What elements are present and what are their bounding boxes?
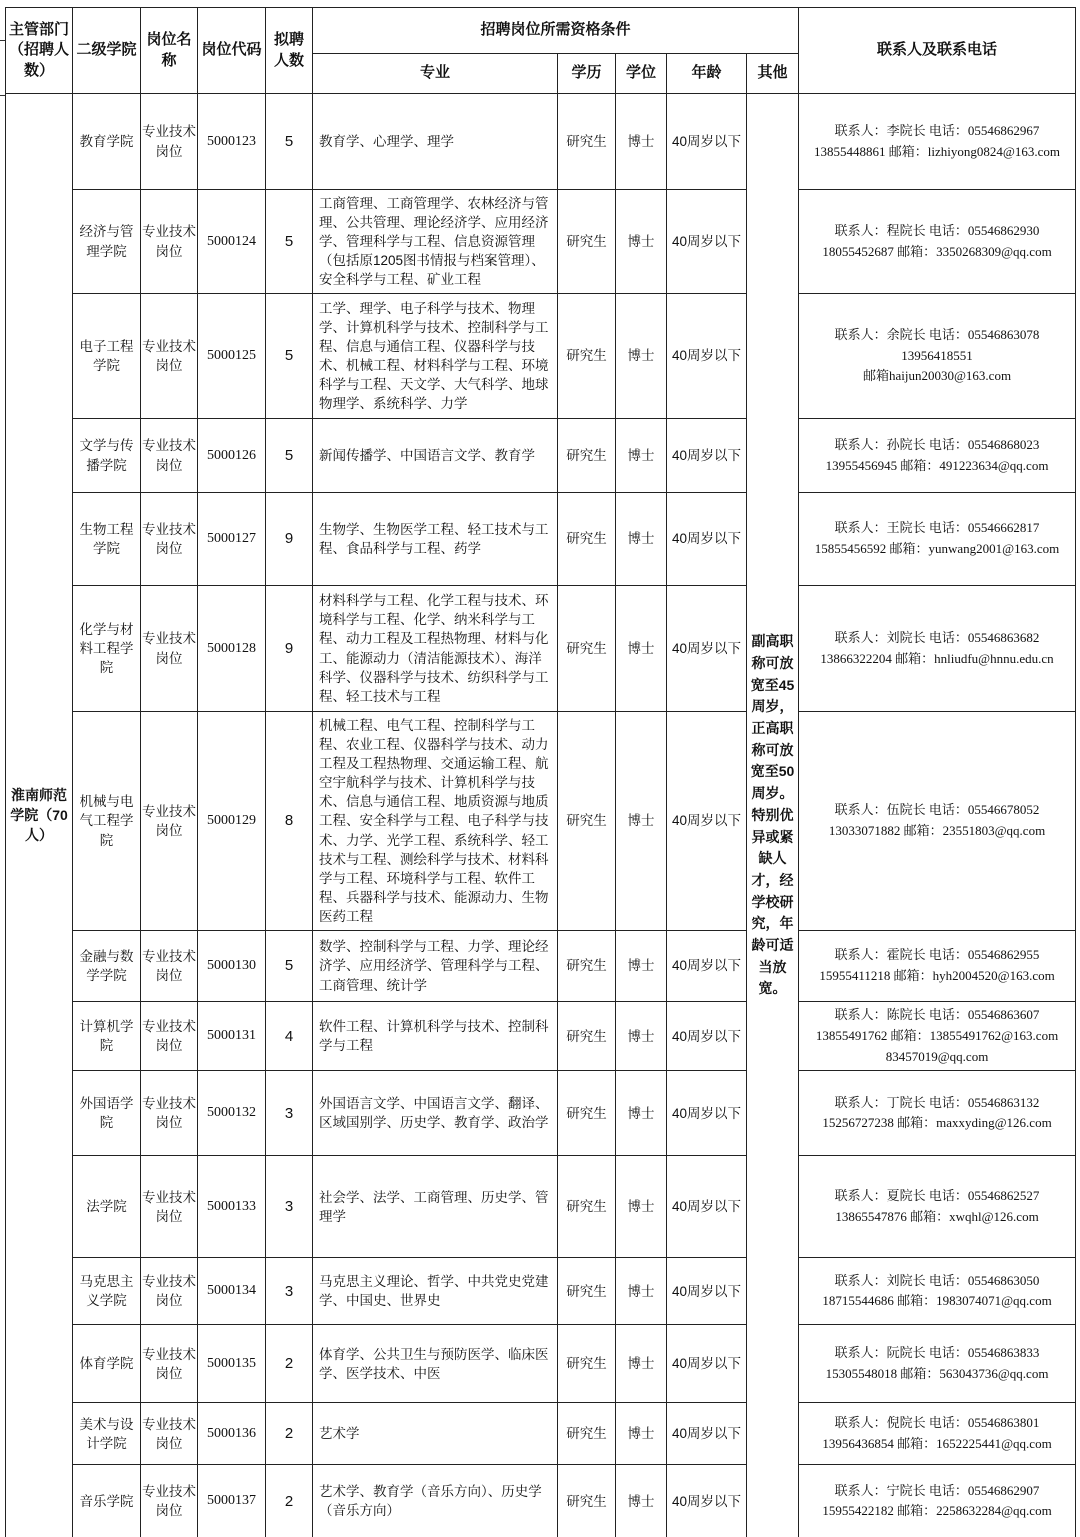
contact-line: 15256727238 邮箱：maxxyding@126.com xyxy=(822,1115,1052,1131)
major-cell: 材料科学与工程、化学工程与技术、环境科学与工程、化学、纳米科学与工程、动力工程及工程热物理、材料与化工、能源动力（清洁能源技术）、海洋科学、仪器科学与技术、纺织科学与工程、轻工技术与工程 xyxy=(313,586,558,712)
college-cell: 金融与数学学院 xyxy=(73,931,141,1002)
position-code-cell: 5000133 xyxy=(198,1156,266,1258)
age-cell: 40周岁以下 xyxy=(667,931,747,1002)
age-cell: 40周岁以下 xyxy=(667,294,747,419)
contact-line: 13865547876 邮箱：xwqhl@126.com xyxy=(835,1208,1039,1224)
degree-cell: 博士 xyxy=(616,94,667,190)
education-cell: 研究生 xyxy=(558,1156,616,1258)
position-code-cell: 5000127 xyxy=(198,493,266,586)
college-cell: 马克思主义学院 xyxy=(73,1258,141,1325)
major-cell: 艺术学、教育学（音乐方向）、历史学（音乐方向） xyxy=(313,1465,558,1537)
age-cell: 40周岁以下 xyxy=(667,419,747,493)
position-name-cell: 专业技术岗位 xyxy=(141,94,198,190)
contact-cell xyxy=(799,586,1076,712)
age-cell: 40周岁以下 xyxy=(667,1258,747,1325)
degree-cell: 博士 xyxy=(616,1325,667,1403)
headcount-cell: 5 xyxy=(266,190,313,294)
contact-cell xyxy=(799,931,1076,1002)
contact-cell xyxy=(799,1465,1076,1537)
college-cell: 法学院 xyxy=(73,1156,141,1258)
contact-line: 联系人：刘院长 电话：05546863682 xyxy=(834,629,1040,645)
education-cell: 研究生 xyxy=(558,294,616,419)
position-name-cell: 专业技术岗位 xyxy=(141,1258,198,1325)
table-row xyxy=(6,586,1076,712)
college-cell: 机械与电气工程学院 xyxy=(73,712,141,931)
age-cell: 40周岁以下 xyxy=(667,1002,747,1071)
degree-cell: 博士 xyxy=(616,1403,667,1465)
position-name-cell: 专业技术岗位 xyxy=(141,1465,198,1537)
table-row xyxy=(6,1002,1076,1071)
major-cell: 外国语言文学、中国语言文学、翻译、区域国别学、历史学、教育学、政治学 xyxy=(313,1071,558,1156)
education-cell: 研究生 xyxy=(558,1403,616,1465)
headcount-cell: 2 xyxy=(266,1403,313,1465)
header-education: 学历 xyxy=(558,54,616,94)
major-cell: 新闻传播学、中国语言文学、教育学 xyxy=(313,419,558,493)
position-name-cell: 专业技术岗位 xyxy=(141,190,198,294)
degree-cell: 博士 xyxy=(616,1071,667,1156)
education-cell: 研究生 xyxy=(558,1071,616,1156)
header-college: 二级学院 xyxy=(73,8,141,94)
headcount-cell: 2 xyxy=(266,1465,313,1537)
position-code-cell: 5000131 xyxy=(198,1002,266,1071)
major-cell: 艺术学 xyxy=(313,1403,558,1465)
header-degree: 学位 xyxy=(616,54,667,94)
college-cell: 美术与设计学院 xyxy=(73,1403,141,1465)
education-cell: 研究生 xyxy=(558,1465,616,1537)
position-code-cell: 5000137 xyxy=(198,1465,266,1537)
major-cell: 生物学、生物医学工程、轻工技术与工程、食品科学与工程、药学 xyxy=(313,493,558,586)
contact-cell xyxy=(799,1071,1076,1156)
position-name-cell: 专业技术岗位 xyxy=(141,1071,198,1156)
table-row xyxy=(6,419,1076,493)
position-code-cell: 5000126 xyxy=(198,419,266,493)
contact-cell xyxy=(799,493,1076,586)
position-name-cell: 专业技术岗位 xyxy=(141,931,198,1002)
major-cell: 体育学、公共卫生与预防医学、临床医学、医学技术、中医 xyxy=(313,1325,558,1403)
contact-line: 13855491762 邮箱：13855491762@163.com xyxy=(815,1027,1059,1043)
contact-line: 13855448861 邮箱：lizhiyong0824@163.com xyxy=(814,143,1060,159)
contact-line: 邮箱haijun20030@163.com xyxy=(862,368,1012,384)
education-cell: 研究生 xyxy=(558,94,616,190)
age-cell: 40周岁以下 xyxy=(667,1071,747,1156)
contact-cell xyxy=(799,1325,1076,1403)
age-cell: 40周岁以下 xyxy=(667,712,747,931)
age-cell: 40周岁以下 xyxy=(667,1156,747,1258)
header-position-name: 岗位名称 xyxy=(141,8,198,94)
age-cell: 40周岁以下 xyxy=(667,1325,747,1403)
position-code-cell: 5000130 xyxy=(198,931,266,1002)
college-cell: 化学与材料工程学院 xyxy=(73,586,141,712)
degree-cell: 博士 xyxy=(616,190,667,294)
age-cell: 40周岁以下 xyxy=(667,94,747,190)
education-cell: 研究生 xyxy=(558,1258,616,1325)
college-cell: 外国语学院 xyxy=(73,1071,141,1156)
contact-cell xyxy=(799,1156,1076,1258)
table-row xyxy=(6,1156,1076,1258)
headcount-cell: 2 xyxy=(266,1325,313,1403)
headcount-cell: 9 xyxy=(266,586,313,712)
position-name-cell: 专业技术岗位 xyxy=(141,712,198,931)
education-cell: 研究生 xyxy=(558,493,616,586)
contact-line: 15955422182 邮箱：2258632284@qq.com xyxy=(822,1503,1052,1519)
contact-line: 15855456592 邮箱：yunwang2001@163.com xyxy=(814,541,1060,556)
contact-line: 联系人：霍院长 电话：05546862955 xyxy=(834,947,1040,963)
degree-cell: 博士 xyxy=(616,294,667,419)
contact-line: 联系人：孙院长 电话：05546868023 xyxy=(834,436,1040,452)
contact-line: 联系人：王院长 电话：05546662817 xyxy=(834,520,1040,536)
college-cell: 教育学院 xyxy=(73,94,141,190)
headcount-cell: 9 xyxy=(266,493,313,586)
position-name-cell: 专业技术岗位 xyxy=(141,1002,198,1071)
degree-cell: 博士 xyxy=(616,419,667,493)
college-cell: 电子工程学院 xyxy=(73,294,141,419)
college-cell: 文学与传播学院 xyxy=(73,419,141,493)
contact-cell xyxy=(799,712,1076,931)
degree-cell: 博士 xyxy=(616,1258,667,1325)
position-code-cell: 5000132 xyxy=(198,1071,266,1156)
education-cell: 研究生 xyxy=(558,419,616,493)
degree-cell: 博士 xyxy=(616,586,667,712)
degree-cell: 博士 xyxy=(616,712,667,931)
position-code-cell: 5000136 xyxy=(198,1403,266,1465)
age-cell: 40周岁以下 xyxy=(667,586,747,712)
age-cell: 40周岁以下 xyxy=(667,1465,747,1537)
headcount-cell: 5 xyxy=(266,931,313,1002)
major-cell: 马克思主义理论、哲学、中共党史党建学、中国史、世界史 xyxy=(313,1258,558,1325)
contact-line: 13033071882 邮箱：23551803@qq.com xyxy=(828,823,1046,838)
degree-cell: 博士 xyxy=(616,493,667,586)
position-name-cell: 专业技术岗位 xyxy=(141,1325,198,1403)
college-cell: 体育学院 xyxy=(73,1325,141,1403)
headcount-cell: 8 xyxy=(266,712,313,931)
position-name-cell: 专业技术岗位 xyxy=(141,419,198,493)
contact-line: 联系人：余院长 电话：05546863078 xyxy=(834,326,1040,342)
table-row xyxy=(6,294,1076,419)
contact-line: 联系人：伍院长 电话：05546678052 xyxy=(834,802,1040,818)
headcount-cell: 3 xyxy=(266,1258,313,1325)
contact-line: 联系人：刘院长 电话：05546863050 xyxy=(834,1272,1040,1288)
contact-line: 18055452687 邮箱：3350268309@qq.com xyxy=(822,243,1052,259)
table-row xyxy=(6,1403,1076,1465)
age-cell: 40周岁以下 xyxy=(667,1403,747,1465)
position-code-cell: 5000124 xyxy=(198,190,266,294)
contact-cell xyxy=(799,94,1076,190)
header-other: 其他 xyxy=(747,54,799,94)
contact-cell xyxy=(799,294,1076,419)
contact-cell xyxy=(799,1258,1076,1325)
header-major: 专业 xyxy=(313,54,558,94)
table-body xyxy=(6,94,1076,1537)
college-cell: 计算机学院 xyxy=(73,1002,141,1071)
major-cell: 机械工程、电气工程、控制科学与工程、农业工程、仪器科学与技术、动力工程及工程热物理、交通运输工程、航空宇航科学与技术、计算机科学与技术、信息与通信工程、地质资源与地质工程、安全科学与工程、电子科学与技术、力学、光学工程、系统科学、轻工技术与工程、测绘科学与技术、材料科学与工程、环境科学与工程、软件工程、兵器科学与技术、能源动力、生物医药工程 xyxy=(313,712,558,931)
contact-line: 联系人：宁院长 电话：05546862907 xyxy=(834,1482,1040,1498)
header-headcount: 拟聘人数 xyxy=(266,8,313,94)
contact-line: 13866322204 邮箱：hnliudfu@hnnu.edu.cn xyxy=(820,650,1054,666)
contact-cell xyxy=(799,1403,1076,1465)
headcount-cell: 5 xyxy=(266,94,313,190)
contact-line: 15955411218 邮箱：hyh2004520@163.com xyxy=(819,968,1055,983)
contact-line: 13956436854 邮箱：1652225441@qq.com xyxy=(822,1435,1052,1451)
table-row xyxy=(6,1071,1076,1156)
header-qualifications: 招聘岗位所需资格条件 xyxy=(313,8,799,54)
table-row xyxy=(6,712,1076,931)
header-department: 主管部门（招聘人数） xyxy=(6,8,73,94)
college-cell: 经济与管理学院 xyxy=(73,190,141,294)
major-cell: 数学、控制科学与工程、力学、理论经济学、应用经济学、管理科学与工程、工商管理、统计学 xyxy=(313,931,558,1002)
contact-line: 联系人：倪院长 电话：05546863801 xyxy=(834,1415,1040,1431)
position-code-cell: 5000135 xyxy=(198,1325,266,1403)
position-code-cell: 5000129 xyxy=(198,712,266,931)
college-cell: 音乐学院 xyxy=(73,1465,141,1537)
header-age: 年龄 xyxy=(667,54,747,94)
position-name-cell: 专业技术岗位 xyxy=(141,294,198,419)
contact-line: 联系人：程院长 电话：05546862930 xyxy=(834,222,1040,238)
department-cell: 淮南师范学院（70人） xyxy=(6,94,73,1537)
table-row xyxy=(6,1258,1076,1325)
age-cell: 40周岁以下 xyxy=(667,190,747,294)
position-code-cell: 5000134 xyxy=(198,1258,266,1325)
contact-line: 联系人：陈院长 电话：05546863607 xyxy=(834,1007,1040,1022)
position-code-cell: 5000125 xyxy=(198,294,266,419)
position-code-cell: 5000128 xyxy=(198,586,266,712)
contact-line: 83457019@qq.com xyxy=(885,1048,989,1064)
headcount-cell: 5 xyxy=(266,294,313,419)
age-cell: 40周岁以下 xyxy=(667,493,747,586)
major-cell: 社会学、法学、工商管理、历史学、管理学 xyxy=(313,1156,558,1258)
contact-line: 15305548018 邮箱：563043736@qq.com xyxy=(825,1365,1049,1381)
contact-line: 13955456945 邮箱：491223634@qq.com xyxy=(825,457,1049,473)
education-cell: 研究生 xyxy=(558,586,616,712)
degree-cell: 博士 xyxy=(616,1156,667,1258)
education-cell: 研究生 xyxy=(558,1325,616,1403)
contact-line: 联系人：夏院长 电话：05546862527 xyxy=(834,1188,1040,1204)
table-row xyxy=(6,493,1076,586)
contact-line: 联系人：李院长 电话：05546862967 xyxy=(834,122,1040,138)
education-cell: 研究生 xyxy=(558,190,616,294)
contact-cell xyxy=(799,1002,1076,1071)
table-row xyxy=(6,931,1076,1002)
position-code-cell: 5000123 xyxy=(198,94,266,190)
education-cell: 研究生 xyxy=(558,1002,616,1071)
position-name-cell: 专业技术岗位 xyxy=(141,493,198,586)
contact-line: 联系人：丁院长 电话：05546863132 xyxy=(834,1094,1040,1110)
position-name-cell: 专业技术岗位 xyxy=(141,1156,198,1258)
major-cell: 教育学、心理学、理学 xyxy=(313,94,558,190)
degree-cell: 博士 xyxy=(616,931,667,1002)
headcount-cell: 4 xyxy=(266,1002,313,1071)
table-header xyxy=(6,8,1076,94)
contact-line: 联系人：阮院长 电话：05546863833 xyxy=(834,1345,1040,1361)
table-row xyxy=(6,1465,1076,1537)
table-row xyxy=(6,190,1076,294)
degree-cell: 博士 xyxy=(616,1465,667,1537)
college-cell: 生物工程学院 xyxy=(73,493,141,586)
major-cell: 软件工程、计算机科学与技术、控制科学与工程 xyxy=(313,1002,558,1071)
major-cell: 工商管理、工商管理学、农林经济与管理、公共管理、理论经济学、应用经济学、管理科学与工程、信息资源管理（包括原1205图书情报与档案管理）、安全科学与工程、矿业工程 xyxy=(313,190,558,294)
header-contact: 联系人及联系电话 xyxy=(799,8,1076,94)
recruitment-table xyxy=(5,7,1076,1537)
table-row xyxy=(6,94,1076,190)
degree-cell: 博士 xyxy=(616,1002,667,1071)
contact-line: 18715544686 邮箱：1983074071@qq.com xyxy=(822,1293,1052,1309)
education-cell: 研究生 xyxy=(558,712,616,931)
headcount-cell: 3 xyxy=(266,1071,313,1156)
major-cell: 工学、理学、电子科学与技术、物理学、计算机科学与技术、控制科学与工程、信息与通信工程、仪器科学与技术、机械工程、材料科学与工程、环境科学与工程、天文学、大气科学、地球物理学、系统科学、力学 xyxy=(313,294,558,419)
contact-cell xyxy=(799,419,1076,493)
header-position-code: 岗位代码 xyxy=(198,8,266,94)
position-name-cell: 专业技术岗位 xyxy=(141,586,198,712)
position-name-cell: 专业技术岗位 xyxy=(141,1403,198,1465)
headcount-cell: 5 xyxy=(266,419,313,493)
contact-cell xyxy=(799,190,1076,294)
headcount-cell: 3 xyxy=(266,1156,313,1258)
other-note-cell: 副高职称可放宽至45周岁，正高职称可放宽至50周岁。特别优异或紧缺人才，经学校研究，年龄可适当放宽。 xyxy=(747,94,799,1537)
contact-line: 13956418551 xyxy=(901,347,973,363)
education-cell: 研究生 xyxy=(558,931,616,1002)
table-row xyxy=(6,1325,1076,1403)
